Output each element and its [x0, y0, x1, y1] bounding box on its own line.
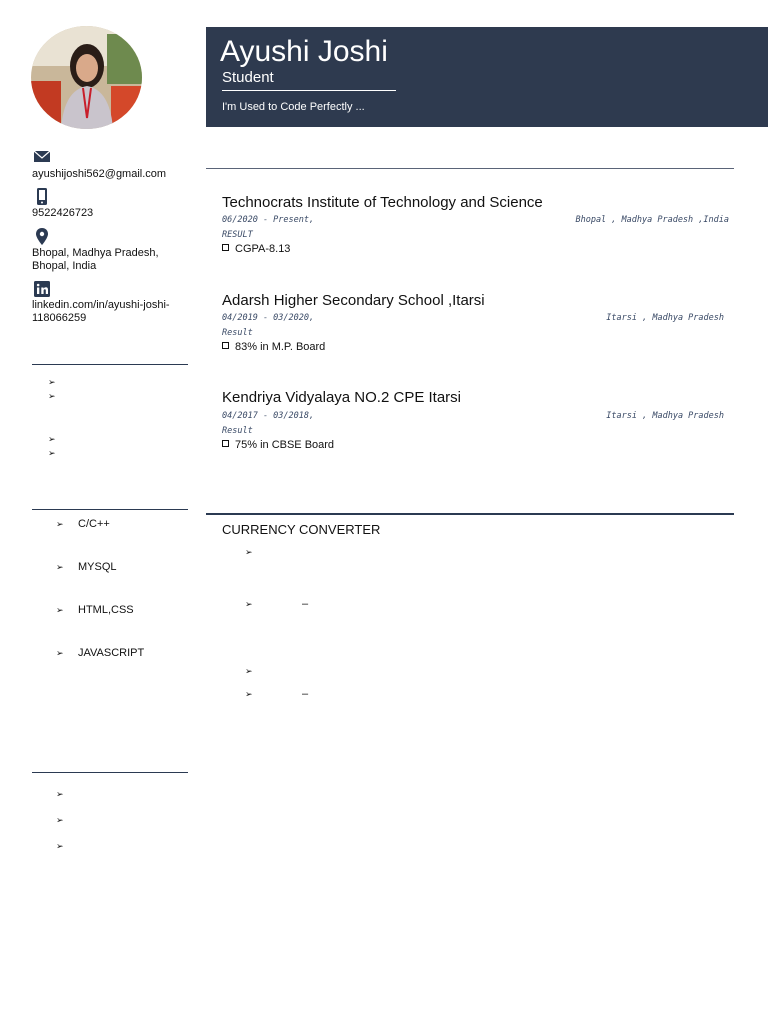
- phone-text[interactable]: 9522426723: [32, 207, 94, 219]
- education-place: Bhopal , Madhya Pradesh ,India: [575, 215, 729, 225]
- bullet-arrow: ➢: [56, 789, 64, 799]
- skill-item: ➢ MYSQL: [56, 561, 117, 573]
- profile-photo: [31, 26, 142, 129]
- bullet-arrow: ➢: [56, 815, 64, 825]
- sidebar-divider-2: [32, 509, 188, 510]
- project-title: CURRENCY CONVERTER: [222, 522, 381, 537]
- sidebar-divider-1: [32, 364, 188, 365]
- bullet-arrow: ➢: [48, 434, 56, 444]
- education-school: Technocrats Institute of Technology and Science: [222, 194, 543, 211]
- education-result: CGPA-8.13: [222, 243, 290, 256]
- dash-separator: –: [302, 598, 309, 610]
- dash-separator: –: [302, 688, 309, 700]
- candidate-tagline: I'm Used to Code Perfectly ...: [222, 101, 365, 113]
- education-place: Itarsi , Madhya Pradesh: [606, 313, 724, 323]
- education-dates: 04/2019 - 03/2020,: [222, 313, 315, 323]
- education-result: 75% in CBSE Board: [222, 439, 334, 452]
- sidebar-divider-3: [32, 772, 188, 773]
- education-school: Adarsh Higher Secondary School ,Itarsi: [222, 292, 485, 309]
- bullet-arrow: ➢: [48, 391, 56, 401]
- bullet-arrow: ➢: [245, 599, 253, 609]
- education-result: 83% in M.P. Board: [222, 341, 325, 354]
- section-divider-education: [206, 168, 734, 169]
- section-divider-project: [206, 513, 734, 515]
- education-school: Kendriya Vidyalaya NO.2 CPE Itarsi: [222, 389, 461, 406]
- skill-item: ➢ HTML,CSS: [56, 604, 134, 616]
- map-pin-icon: [33, 228, 51, 245]
- education-result-label: Result: [222, 426, 253, 436]
- skill-item: ➢ C/C++: [56, 518, 110, 530]
- linkedin-icon: [33, 281, 51, 298]
- square-bullet-icon: [222, 440, 229, 447]
- square-bullet-icon: [222, 244, 229, 251]
- bullet-arrow: ➢: [48, 377, 56, 387]
- bullet-arrow: ➢: [56, 841, 64, 851]
- bullet-arrow: ➢: [48, 448, 56, 458]
- header-underline: [222, 90, 396, 91]
- education-result-label: Result: [222, 328, 253, 338]
- education-dates: 06/2020 - Present,: [222, 215, 315, 225]
- bullet-arrow: ➢: [245, 689, 253, 699]
- location-text: Bhopal, Madhya Pradesh, Bhopal, India: [32, 247, 159, 272]
- email-text[interactable]: ayushijoshi562@gmail.com: [32, 168, 167, 180]
- education-result-label: RESULT: [222, 230, 253, 240]
- mobile-phone-icon: [33, 188, 51, 205]
- candidate-role: Student: [222, 69, 274, 86]
- education-dates: 04/2017 - 03/2018,: [222, 411, 315, 421]
- linkedin-text[interactable]: linkedin.com/in/ayushi-joshi-118066259: [32, 299, 170, 324]
- envelope-icon: [33, 148, 51, 165]
- candidate-name: Ayushi Joshi: [220, 35, 388, 68]
- square-bullet-icon: [222, 342, 229, 349]
- bullet-arrow: ➢: [245, 547, 253, 557]
- skill-item: ➢ JAVASCRIPT: [56, 647, 145, 659]
- education-place: Itarsi , Madhya Pradesh: [606, 411, 724, 421]
- bullet-arrow: ➢: [245, 666, 253, 676]
